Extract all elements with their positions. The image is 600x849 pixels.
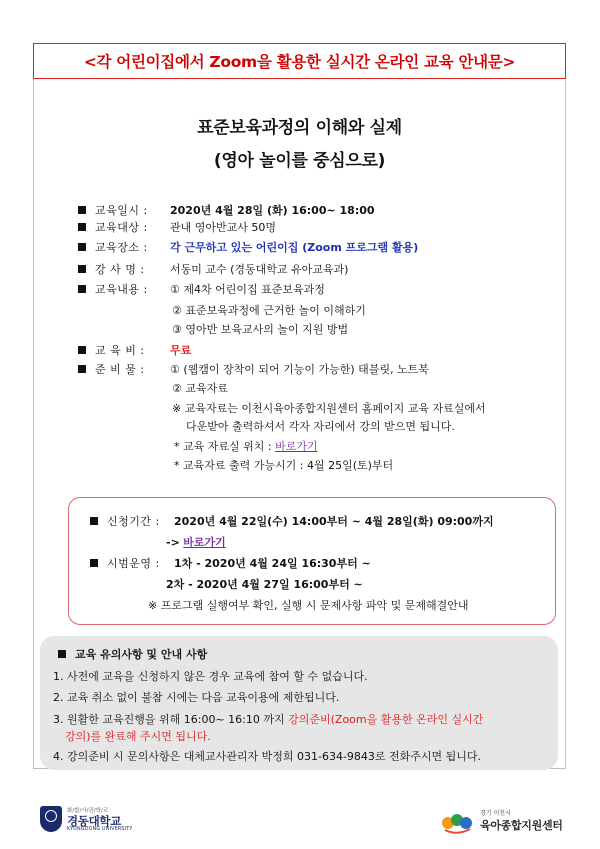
bullet-square-icon [58, 650, 66, 658]
apply-trial [90, 557, 371, 571]
info-content [78, 283, 325, 297]
course-subtitle: (영아 놀이를 중심으로) [213, 151, 386, 171]
info-place [78, 241, 418, 255]
header-banner [33, 43, 566, 79]
center-logo [440, 808, 580, 836]
apply-label: 시범운영 : [107, 557, 160, 570]
university-motto: 화/합/사/관/학/교 [67, 808, 109, 814]
bullet-square-icon [78, 223, 86, 231]
notice-highlight: 강의준비(Zoom을 활용한 온라인 실시간 [288, 713, 484, 726]
materials-location-label: * 교육 자료실 위치 : [174, 440, 272, 453]
info-label: 교육내용 : [95, 283, 148, 296]
materials-print-date: * 교육자료 출력 가능시기 : 4월 25일(토)부터 [174, 459, 394, 472]
childcare-center-icon [440, 808, 474, 834]
content-item: ③ 영아반 보육교사의 놀이 지원 방법 [172, 323, 349, 336]
bullet-square-icon [78, 206, 86, 214]
university-name: 경동대학교 [67, 814, 122, 828]
content-item: ② 표준보육과정에 근거한 놀이 이해하기 [172, 304, 366, 317]
info-label: 교 육 비 : [95, 344, 145, 357]
apply-value: 1차 - 2020년 4월 24일 16:30부터 ~ [174, 557, 371, 570]
center-region: 경기 이천시 [480, 810, 511, 817]
bullet-square-icon [78, 346, 86, 354]
info-value: 서동미 교수 (경동대학교 유아교육과) [170, 263, 349, 276]
center-name: 육아종합지원센터 [480, 819, 563, 832]
apply-link[interactable]: 바로가기 [183, 536, 226, 549]
info-label: 강 사 명 : [95, 263, 145, 276]
university-name-en: KYUNGDONG UNIVERSITY [67, 827, 133, 832]
notice-item: 3. 원활한 교육진행을 위해 16:00~ 16:10 까지 강의준비(Zoom을 활용한 온라인 실시간 [53, 713, 484, 726]
bullet-square-icon [78, 285, 86, 293]
prep-note: ※ 교육자료는 이천시육아종합지원센터 홈페이지 교육 자료실에서 [172, 402, 486, 415]
notice-item: 4. 강의준비 시 문의사항은 대체교사관리자 박정희 031-634-9843로 전화주시면 됩니다. [53, 750, 482, 763]
info-lecturer [78, 263, 348, 277]
apply-trial-2: 2차 - 2020년 4월 27일 16:00부터 ~ [166, 578, 363, 591]
bullet-square-icon [90, 559, 98, 567]
info-value: 각 근무하고 있는 어린이집 (Zoom 프로그램 활용) [170, 241, 419, 254]
apply-label: 신청기간 : [107, 515, 160, 528]
bullet-square-icon [78, 265, 86, 273]
prep-item: ② 교육자료 [172, 382, 228, 395]
info-label: 교육대상 : [95, 221, 148, 234]
info-label: 준 비 물 : [95, 363, 145, 376]
notice-item: 2. 교육 취소 없이 불참 시에는 다음 교육이용에 제한됩니다. [53, 691, 340, 704]
apply-value: 2020년 4월 22일(수) 14:00부터 ~ 4월 28일(화) 09:00까지 [174, 515, 494, 528]
info-label: 교육장소 : [95, 241, 148, 254]
prep-note: 다운받아 출력하셔서 각자 자리에서 강의 받으면 됩니다. [186, 420, 455, 433]
bullet-square-icon [78, 243, 86, 251]
info-label: 교육일시 : [95, 204, 148, 217]
apply-link-row [166, 536, 226, 550]
info-value: 관내 영아반교사 50명 [170, 221, 276, 234]
info-value: 2020년 4월 28일 (화) 16:00~ 18:00 [170, 204, 375, 217]
info-target [78, 221, 276, 235]
prep-item: ① (웹캠이 장착이 되어 기능이 가능한) 태블릿, 노트북 [170, 363, 429, 376]
header-title: <각 어린이집에서 Zoom을 활용한 실시간 온라인 교육 안내문> [83, 53, 516, 71]
info-value: 무료 [170, 344, 192, 357]
apply-period [90, 515, 494, 529]
notice-title: 교육 유의사항 및 안내 사항 [58, 646, 207, 662]
notice-highlight: 강의)를 완료해 주시면 됩니다. [65, 730, 211, 743]
university-logo [40, 806, 200, 834]
bullet-square-icon [78, 365, 86, 373]
materials-location [174, 440, 318, 454]
info-fee [78, 344, 191, 358]
shield-icon [40, 806, 62, 832]
bullet-square-icon [90, 517, 98, 525]
apply-note: ※ 프로그램 실행여부 확인, 실행 시 문제사항 파악 및 문제해결안내 [148, 599, 469, 612]
course-title: 표준보육과정의 이해와 실제 [197, 118, 402, 138]
info-datetime [78, 204, 375, 218]
materials-link[interactable]: 바로가기 [275, 440, 318, 453]
notice-item: 1. 사전에 교육을 신청하지 않은 경우 교육에 참여 할 수 없습니다. [53, 670, 368, 683]
content-item: ① 제4차 어린이집 표준보육과정 [170, 283, 325, 296]
info-prep [78, 363, 429, 377]
arrow-icon: -> [166, 536, 180, 549]
